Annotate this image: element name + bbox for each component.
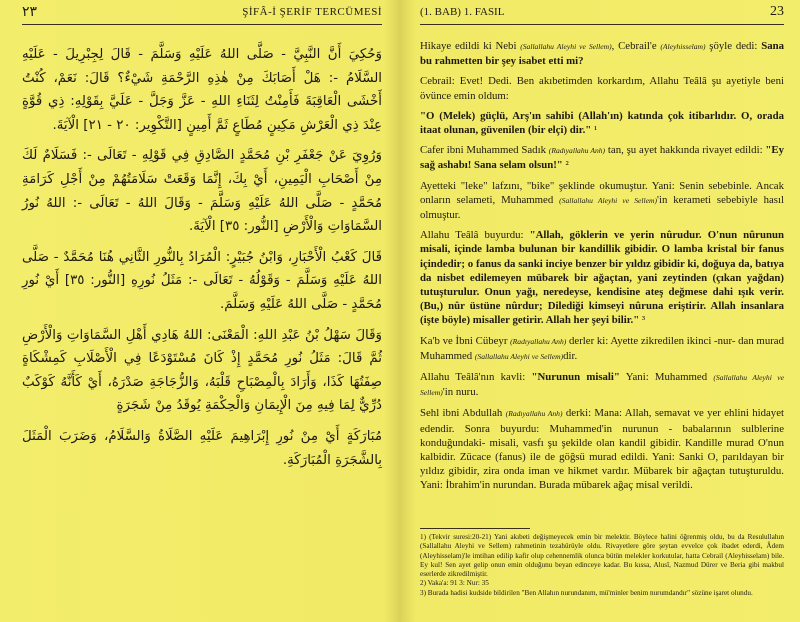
footnote: 3) Burada hadisi kudside bildirilen "Ben Allahın nurundanım, mü'minler benim nurumdandır" sözüne işaret olundu. <box>420 588 753 597</box>
honorific: (Aleyhisselam) <box>660 42 706 51</box>
footnote: 1) (Tekvir suresi:20-21) Yani akıbeti değişmeyecek emin bir melektir. Böylece halini öğrenmiş oldu, bu da Resulullahın (Sallallahu Aleyhi ve Sellem) rahmetinin tezahürüyle oldu. Rivayetlere göre şeytan evvelce çok ibadet ederdi, Âdem (Aleyhisselam)'le imtihan edilip kafir olup cehennemlik olunca bütün melekler korkutular, hatta Cebrail (Aleyhisselam) bile. Ey kul! Sen ayet gelip onun emin olduğunu beyan edinceye kadar. Bu kıssa, Alusî, Nazmud Dürer ve Beria gibi makbul eserlerde zikredilmiştir. <box>420 533 784 579</box>
text-paragraph <box>420 406 784 492</box>
arabic-paragraph: وَحُكِيَ أَنَّ النَّبِيَّ - صَلَّى اللهُ عَلَيْهِ وَسَلَّمَ - قَالَ لِجِبْرِيلَ - عَلَيْهِ السَّلَامُ -: هَلْ أَصَابَكَ مِنْ هٰذِهِ الرَّحْمَةِ شَيْءٌ؟ قَالَ: نَعَمْ، كُنْتُ أَخْشَى الْعَاقِبَةَ فَأَمِنْتُ لِثَنَاءِ اللهِ - عَزَّ وَجَلَّ - عَلَيَّ بِقَوْلِهِ: ذِي قُوَّةٍ عِنْدَ ذِي الْعَرْشِ مَكِينٍ مُطَاعٍ ثَمَّ أَمِينٍ [التَّكْوِير: ٢٠ - ٢١] الْآيَةَ. <box>22 47 382 133</box>
emphasis-text: "Ey sağ ashabı! Sana selam olsun!" <box>420 144 785 172</box>
text-run: derler ki: Ayette zikredilen ikinci -nur- dan murad Muhammed <box>420 334 785 362</box>
right-page-header <box>420 0 784 25</box>
right-page <box>400 0 800 622</box>
text-run: tan, şu ayet hakkında rivayet edildi: <box>605 144 766 157</box>
honorific: (Radıyallahu Anh) <box>510 336 567 346</box>
text-run: Cebrail: Evet! Dedi. Ben akıbetimden korkardım, Allahu Teâlâ şu ayetiyle beni övünce emin oldum: <box>420 75 784 102</box>
footnotes <box>420 528 784 598</box>
text-paragraph <box>420 179 784 223</box>
honorific: (Sallallahu Aleyhi ve Sellem) <box>520 42 612 51</box>
emphasis-text: "Nurunun misali" <box>531 371 620 384</box>
text-paragraph <box>420 74 784 102</box>
turkish-text-block <box>420 39 784 493</box>
honorific: (Radıyallahu Anh) <box>505 409 563 419</box>
text-paragraph <box>420 370 784 400</box>
honorific: (Sallallahu Aleyhi ve Sellem) <box>559 195 657 205</box>
text-run: ² <box>562 159 569 172</box>
text-paragraph <box>420 143 784 172</box>
emphasis-text: "Allah, göklerin ve yerin nûrudur. O'nun nûrunun misali, içinde lamba bulunan bir kandillik gibidir. O lamba kristal bir fanus içindedir; o fanus da sanki inciye benzer bir yıldız gibidir ki, doğuya da, batıya da nisbet edilemeyen mübarek bir ağaçtan, yani zeytinden (çıkan yağdan) tutuşturulur. Onun yağı, neredeyse, kendisine ateş değmese dahi ışık verir. (Bu,) nûr üstüne nûrdur; Dilediği kimseyi nûruna eriştirir. Allah insanlara (işte böyle) misaller getirir. Allah her şeyi bilir." <box>420 229 784 327</box>
honorific: (Radıyallahu Anh) <box>548 146 606 156</box>
text-run: ³ <box>639 314 646 327</box>
text-paragraph <box>420 334 784 364</box>
text-run: Sehl ibni Abdullah <box>420 407 506 420</box>
honorific: (Sallallahu Aleyhi ve Sellem) <box>474 351 564 361</box>
text-run: dir. <box>563 349 578 362</box>
emphasis-text: Sana bu rahmetten bir şey isabet etti mi? <box>420 40 785 68</box>
text-run: 'in kerameti sebebiyle hasıl olmuştur. <box>420 193 784 222</box>
arabic-text-block <box>22 43 382 472</box>
footnote: 2) Vaka'a: 91 3: Nur: 35 <box>420 579 489 588</box>
text-run: şöyle dedi: <box>705 40 762 52</box>
left-page-number: ٢٣ <box>22 4 38 20</box>
arabic-paragraph: قَالَ كَعْبُ الْأَحْبَارِ، وَابْنُ جُبَيْرٍ: الْمُرَادُ بِالنُّورِ الثَّانِي هُنَا مُحَمَّدٌ - صَلَّى اللهُ عَلَيْهِ وَسَلَّمَ - وَقَوْلُهُ - تَعَالَى -: مَثَلُ نُورِهِ [النُّور: ٣٥] أَيْ نُورِ مُحَمَّدٍ - صَلَّى اللهُ عَلَيْهِ وَسَلَّمَ. <box>22 249 382 312</box>
text-paragraph <box>420 228 784 327</box>
text-run: derki: Mana: Allah, semavat ve yer ehlini hidayet edendir. Sonra buyurdu: Muhammed'in nurunun - babalarının sulblerine konduğundaki- misali, vasfı şu şekilde olan kandil gibidir. Kandille murad O'nun kalbidir. Zücace (fanus) ile de göğsü murad edildi. Yani: Sanki O, parıldayan bir yıldız gibidir, zira onda iman ve hikmet vardır. Mübarek bir ağaçtan tutuşturuldu. Yani: İbrahim'in nurundan. Burada mübarek ağaç misal verildi. <box>420 407 784 492</box>
text-run: Cafer ibni Muhammed Sadık <box>420 144 549 157</box>
text-run: Ka'b ve İbni Cübeyr <box>420 334 511 347</box>
emphasis-text: "O (Melek) güçlü, Arş'ın sahibi (Allah'ın) katında çok itibarlıdır. O, orada itaat olunan, güvenilen (bir elçi) dir." <box>420 109 784 137</box>
arabic-paragraph: مُبَارَكَةٍ أَيْ مِنْ نُورِ إِبْرَاهِيمَ عَلَيْهِ الصَّلَاةُ وَالسَّلَامُ، وَضَرَبَ الْمَثَلَ بِالشَّجَرَةِ الْمُبَارَكَةِ. <box>22 428 382 468</box>
text-run: Ayetteki "leke" lafzını, "bike" şeklinde okumuştur. Yani: Senin sebebinle. Ancak onların selameti, Muhammed <box>420 179 784 206</box>
arabic-paragraph: وَرُوِيَ عَنْ جَعْفَرِ بْنِ مُحَمَّدٍ الصَّادِقِ فِي قَوْلِهِ - تَعَالَى -: فَسَلَامٌ لَكَ مِنْ أَصْحَابِ الْيَمِينِ، أَيْ بِكَ، إِنَّمَا وَقَعَتْ سَلَامَتُهُمْ مِنْ أَجْلِ كَرَامَةِ مُحَمَّدٍ - صَلَّى اللهُ عَلَيْهِ وَسَلَّمَ - وَقَالَ اللهُ - تَعَالَى -: اللهُ نُورُ السَّمَاوَاتِ وَالْأَرْضِ [النُّور: ٣٥] الْآيَةَ. <box>22 148 382 235</box>
right-page-number: 23 <box>770 4 784 19</box>
text-run: Hikaye edildi ki Nebi <box>420 40 521 52</box>
left-page-header <box>22 0 382 25</box>
text-run: , Cebrail'e <box>611 40 661 52</box>
running-title: ŞİFÂ-İ ŞERİF TERCÜMESİ <box>242 6 382 18</box>
text-run: Allahu Teâlâ'nın kavli: <box>420 371 532 384</box>
text-run: 'in nuru. <box>442 386 479 399</box>
chapter-heading: (1. BAB) 1. FASIL <box>420 6 505 18</box>
text-paragraph <box>420 109 784 137</box>
text-run: Yani: Muhammed <box>619 371 714 384</box>
text-paragraph <box>420 39 784 68</box>
text-run: Allahu Teâlâ buyurdu: <box>420 229 530 242</box>
arabic-paragraph: وَقَالَ سَهْلُ بْنُ عَبْدِ اللهِ: الْمَعْنَى: اللهُ هَادِي أَهْلِ السَّمَاوَاتِ وَالْأَرْضِ ثُمَّ قَالَ: مَثَلُ نُورِ مُحَمَّدٍ إِذْ كَانَ مُسْتَوْدَعًا فِي الْأَصْلَابِ كَمِشْكَاةٍ صِفَتُهَا كَذَا، وَأَرَادَ بِالْمِصْبَاحِ قَلْبَهُ، وَالزُّجَاجَةِ صَدْرَهُ، أَيْ كَأَنَّهُ كَوْكَبٌ دُرِّيٌّ لِمَا فِيهِ مِنَ الْإِيمَانِ وَالْحِكْمَةِ يُوقَدُ مِنْ شَجَرَةٍ <box>22 327 382 414</box>
text-run: ¹ <box>591 124 598 137</box>
honorific: (Sallallahu Aleyhi ve Sellem) <box>420 373 784 398</box>
footnote-rule <box>420 528 530 529</box>
